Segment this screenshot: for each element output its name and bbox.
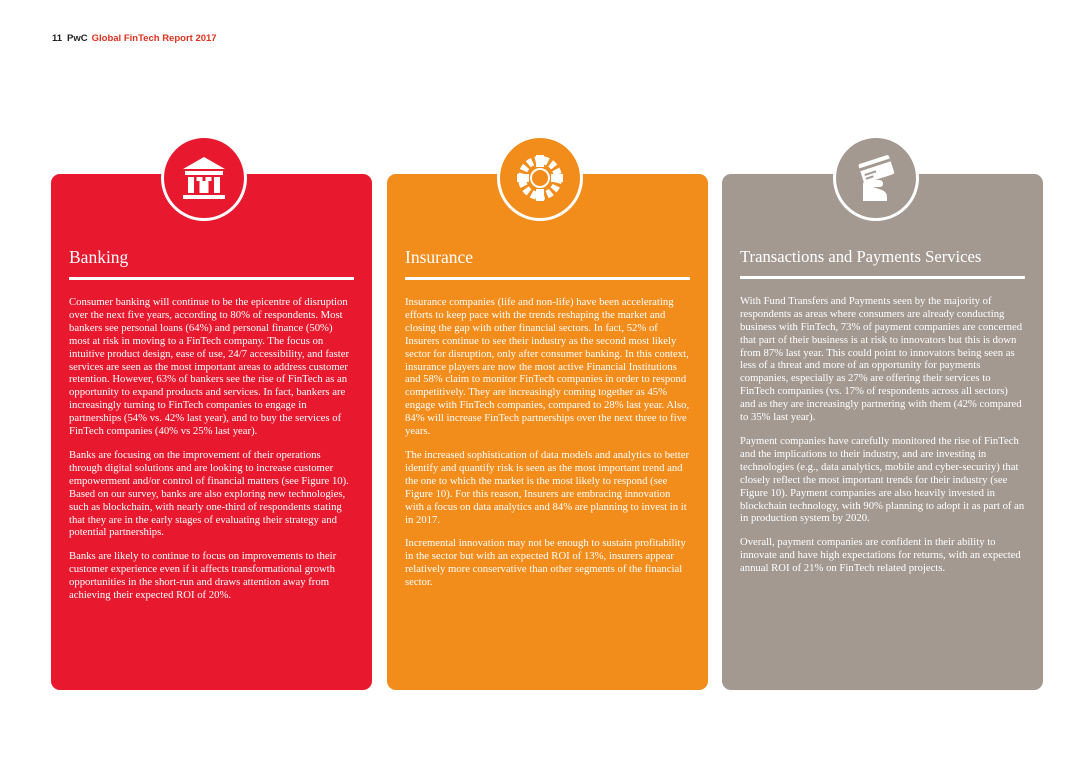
- insurance-paragraph-1: Insurance companies (life and non-life) have been accelerating efforts to keep pace with the trends reshaping the market and closing the gap with other financial sectors. In fact, 52% of Insurers continue to see their industry as the second most likely sector for disruption, only after consumer banking. In this context, insurance players are now the most active Financial Institutions and 58% claim to monitor FinTech companies in order to respond competitively. They are increasingly coming together as 45% engage with FinTech companies, compared to 28% last year. Also, 84% will increase FinTech partnerships over the next three to five years.: [405, 296, 690, 438]
- payments-paragraph-3: Overall, payment companies are confident in their ability to innovate and have high expectations for returns, with an expected annual ROI of 21% on FinTech related projects.: [740, 536, 1021, 575]
- payments-body: [740, 295, 1025, 575]
- banking-icon-badge: [161, 135, 247, 221]
- insurance-card: [387, 174, 708, 690]
- insurance-title: Insurance: [405, 247, 690, 280]
- payments-icon-badge: [833, 135, 919, 221]
- bank-building-icon: [177, 151, 231, 205]
- insurance-paragraph-2: The increased sophistication of data models and analytics to better identify and quantify risk is seen as the most important trend and the one to which the market is the most likely to respond (see Figure 10). For this reason, Insurers are embracing innovation with a focus on data analytics and 84% are planning to invest in it in 2017.: [405, 448, 690, 526]
- banking-paragraph-3: Banks are likely to continue to focus on improvements to their customer experience even if it affects transformational growth opportunities in the short-run and draws attention away from achieving their expected ROI of 20%.: [69, 550, 337, 602]
- banking-body: [69, 296, 354, 602]
- page-number: 11: [52, 33, 63, 44]
- payments-card: [722, 174, 1043, 690]
- banking-paragraph-2: Banks are focusing on the improvement of their operations through digital solutions and are looking to increase customer empowerment and/or control of financial matters (see Figure 10). Based on our survey, banks are also exploring new technologies, such as blockchain, with nearly one-third of respondents stating that they are in the early stages of evaluating their strategy and potential partnerships.: [69, 448, 349, 539]
- payments-paragraph-1: With Fund Transfers and Payments seen by the majority of respondents as areas where consumers are already conducting business with FinTech, 73% of payment companies are concerned that part of their business is at risk to innovators but this is down from 87% last year. This could point to innovators being seen as less of a threat and more of an opportunity for payments companies, especially as 27% are offering their services to FinTech companies (vs. 17% of respondents across all sectors) and as they are increasingly partnering with them (42% compared to 35% last year).: [740, 294, 1023, 424]
- insurance-body: [405, 296, 690, 589]
- hand-card-icon: [849, 151, 903, 205]
- report-title: Global FinTech Report 2017: [91, 33, 217, 44]
- insurance-paragraph-3: Incremental innovation may not be enough to sustain profitability in the sector but with an expected ROI of 13%, insurers appear relatively more conservative than other segments of the financial sector.: [405, 537, 686, 589]
- insurance-icon-badge: [497, 135, 583, 221]
- banking-paragraph-1: Consumer banking will continue to be the epicentre of disruption over the next five years, according to 80% of respondents. Most bankers see personal loans (64%) and personal finance (50%) most at risk in moving to a FinTech company. The focus on intuitive product design, ease of use, 24/7 accessibility, and faster services are seen as the most important areas to address customer retention. However, 63% of bankers see the rise of FinTech as an opportunity to expand products and services. In fact, bankers are increasingly turning to FinTech companies to engage in partnerships (54% vs. 42% last year), and to buy the services of FinTech companies (40% vs 25% last year).: [69, 296, 350, 438]
- banking-title: Banking: [69, 247, 354, 280]
- payments-paragraph-2: Payment companies have carefully monitored the rise of FinTech and the implications to their industry, and are investing in technologies (e.g., data analytics, mobile and cyber-security) that closely reflect the most important trends for their industry (see Figure 10). Payment companies are also heavily invested in blockchain technology, with 90% planning to adopt it as part of an in production system by 2020.: [740, 434, 1025, 525]
- lifebuoy-icon: [513, 151, 567, 205]
- banking-card: [51, 174, 372, 690]
- page-header: [52, 33, 217, 44]
- payments-title: Transactions and Payments Services: [740, 247, 1025, 279]
- brand-name: PwC: [67, 33, 88, 44]
